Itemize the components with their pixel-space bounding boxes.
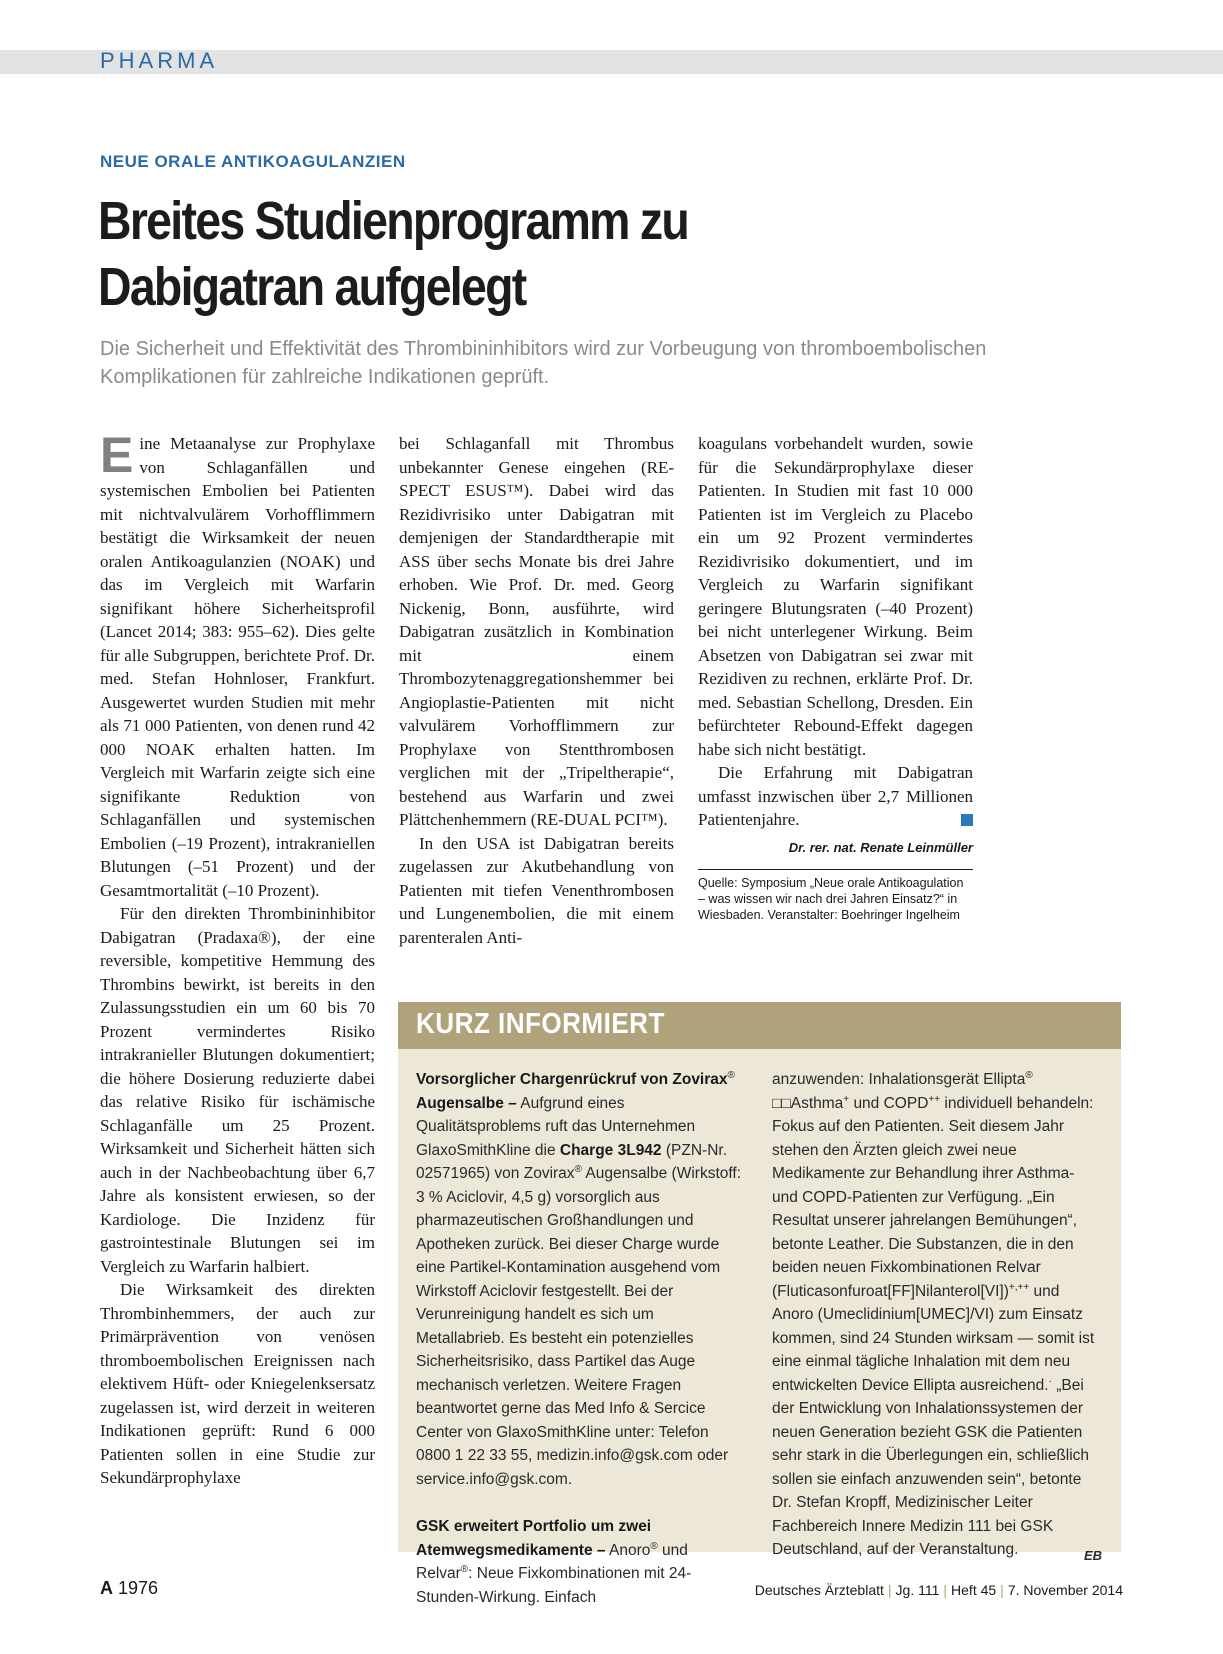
paragraph: Eine Metaanalyse zur Prophylaxe von Schlaganfällen und systemischen Embolien bei Patienten mit nichtvalvulärem Vorhofflimmern bestätigt die Wirksamkeit der neuen oralen Antikoagulanzien (NOAK) und das im Vergleich mit Warfarin signifikant höhere Sicherheitsprofil (Lancet 2014; 383: 955–62). Dies gelte für alle Subgruppen, berichtete Prof. Dr. med. Stefan Hohnloser, Frankfurt. Ausgewertet wurden Studien mit mehr als 71 000 Patienten, von denen rund 42 000 NOAK erhalten hatten. Im Vergleich mit Warfarin zeigte sich eine signifikante Reduktion von Schlaganfällen und systemischen Embolien (–19 Prozent), intrakraniellen Blutungen (–51 Prozent) und der Gesamtmortalität (–10 Prozent). [100,427,375,900]
journal-name: Deutsches Ärzteblatt [754,1582,884,1598]
spacer [416,1491,746,1515]
paragraph: Für den direkten Thrombininhibitor Dabigatran (Pradaxa®), der eine reversible, kompetitive Hemmung des Thrombins bewirkt, ist bereits in den Zulassungsstudien ein um 60 bis 70 Prozent vermindertes Risiko intrakranieller Blutungen dokumentiert; die höhere Dosierung reduzierte dabei das relative Risiko für ischämische Schlaganfälle um 25 Prozent. Wirksamkeit und Sicherheit hätten sich auch in der Nachbeobachtung über 6,7 Jahre als konsistent erwiesen, so der Kardiologe. Die Inzidenz für gastrointestinale Blutungen sei im Vergleich zu Warfarin halbiert. [100,904,375,1276]
paragraph: In den USA ist Dabigatran bereits zugelassen zur Akutbehandlung von Patienten mit tiefen Venenthrombosen und Lungenembolien, die mit einem parenteralen Anti- [399,833,674,947]
separator: | [943,1582,948,1598]
journal-info [755,1582,1123,1598]
article-subtitle: Die Sicherheit und Effektivität des Thrombininhibitors wird zur Vorbeugung von thromboembolischen Komplikationen für zahlreiche Indikationen geprüft. [100,338,987,388]
author-byline: Dr. rer. nat. Renate Leinmüller [788,839,973,855]
body-column-2 [399,432,674,949]
title-line-2: Dabigatran aufgelegt [98,257,526,317]
drop-cap: E [100,427,134,483]
end-of-article-marker [961,814,973,826]
separator: | [1000,1582,1004,1598]
body-column-3 [698,432,973,923]
article-kicker: NEUE ORALE ANTIKOAGULANZIEN [100,152,406,171]
news-box-header [398,1002,1121,1049]
source-divider [698,869,973,870]
news-item: GSK erweitert Portfolio um zwei Atemwegsmedikamente – Anoro® und Relvar®: Neue Fixkombinationen mit 24-Stunden-Wirkung. Einfach [416,1518,692,1606]
news-item-continued: anzuwenden: Inhalationsgerät Ellipta® □□Asthma+ und COPD++ individuell behandeln: Fokus auf den Patienten. Seit diesem Jahr stehen den Ärzten gleich zwei neue Medikamente zur Behandlung ihrer Asthma- und COPD-Patienten zur Verfügung. „Ein Resultat unserer jahrelangen Bemühungen“, betonte Leather. Die Substanzen, die in den beiden neuen Fixkombinationen Relvar (Fluticasonfuroat[FF]Nilanterol[VI])+,++ und Anoro (Umeclidinium[UMEC]/VI) zum Einsatz kommen, sind 24 Stunden wirksam — somit ist eine einmal tägliche Inhalation mit dem neu entwickelten Device Ellipta ausreichend.· „Bei der Entwicklung von Inhalationssystemen der neuen Generation bezieht GSK die Patienten sehr stark in die Überlegungen ein, schließlich sollen sie einfach anzuwenden sein“, betonte Dr. Stefan Kropff, Medizinischer Leiter Fachbereich Innere Medizin 111 bei GSK Deutschland, auf der Veranstaltung. [772,1069,1095,1558]
page-number: A 1976 [100,1578,159,1598]
source-note: Quelle: Symposium „Neue orale Antikoagulation – was wissen wir nach drei Jahren Einsatz?“ in Wiesbaden. Veranstalter: Boehringer Ingelheim [698,876,964,922]
title-line-1: Breites Studienprogramm zu [98,191,689,251]
paragraph: Die Wirksamkeit des direkten Thrombinhemmers, der auch zur Primärprävention von venösen thromboembolischen Ereignissen nach elektivem Hüft- oder Kniegelenksersatz zugelassen ist, wird derzeit in weiteren Indikationen geprüft: Rund 6 000 Patienten sollen in eine Studie zur Sekundärprophylaxe [100,1280,375,1487]
news-box-signature: EB [1083,1547,1102,1563]
journal-date: 7. November 2014 [1007,1582,1123,1598]
news-box-column-2 [772,1068,1102,1567]
separator: | [887,1582,892,1598]
paragraph: bei Schlaganfall mit Thrombus unbekannter Genese eingehen (RE-SPECT ESUS™). Dabei wird das Rezidivrisiko unter Dabigatran mit demjenigen der Standardtherapie mit ASS über sechs Monate bis drei Jahre erhoben. Wie Prof. Dr. med. Georg Nickenig, Bonn, ausführte, wird Dabigatran zusätzlich in Kombination mit einem Thrombozytenaggregationshemmer bei Angioplastie-Patienten mit nicht valvulärem Vorhofflimmern zur Prophylaxe von Stentthrombosen verglichen mit der „Tripeltherapie“, bestehend aus Warfarin und zwei Plättchenhemmern (RE-DUAL PCI™). [399,434,674,829]
section-label: PHARMA [100,48,219,73]
news-item: Vorsorglicher Chargenrückruf von Zovirax® Augensalbe – Aufgrund eines Qualitätsproblems ruft das Unternehmen GlaxoSmithKline die Charge 3L942 (PZN-Nr. 02571965) von Zovirax® Augensalbe (Wirkstoff: 3 % Aciclovir, 4,5 g) vorsorglich aus pharmazeutischen Großhandlungen und Apotheken zurück. Bei dieser Charge wurde eine Partikel-Kontamination ausgehend vom Wirkstoff Aciclovir festgestellt. Bei der Verunreinigung handelt es sich um Metallabrieb. Es besteht ein potenzielles Sicherheitsrisiko, dass Partikel das Auge mechanisch verletzen. Weitere Fragen beantwortet gerne das Med Info & Sercice Center von GlaxoSmithKline unter: Telefon 0800 1 22 33 55, medizin.info@gsk.com oder service.info@gsk.com. [416,1069,742,1488]
paragraph: Die Erfahrung mit Dabigatran umfasst inzwischen über 2,7 Millionen Patientenjahre. [698,763,973,829]
article-title [98,188,872,320]
news-box-column-1 [416,1068,746,1609]
journal-volume: Jg. 111 [895,1582,940,1598]
news-box-title: KURZ INFORMIERT [416,1008,665,1040]
body-column-1 [100,427,375,1490]
journal-issue: Heft 45 [951,1582,997,1598]
paragraph: koagulans vorbehandelt wurden, sowie für die Sekundärprophylaxe dieser Patienten. In Studien mit fast 10 000 Patienten ist im Vergleich zu Placebo ein um 92 Prozent vermindertes Rezidivrisiko dokumentiert, und im Vergleich zu Warfarin signifikant geringere Blutungsraten (–40 Prozent) bei nicht unterlegener Wirkung. Beim Absetzen von Dabigatran sei zwar mit Rezidiven zu rechnen, erklärte Prof. Dr. med. Sebastian Schellong, Dresden. Ein befürchteter Rebound-Effekt dagegen habe sich nicht bestätigt. [698,434,973,759]
